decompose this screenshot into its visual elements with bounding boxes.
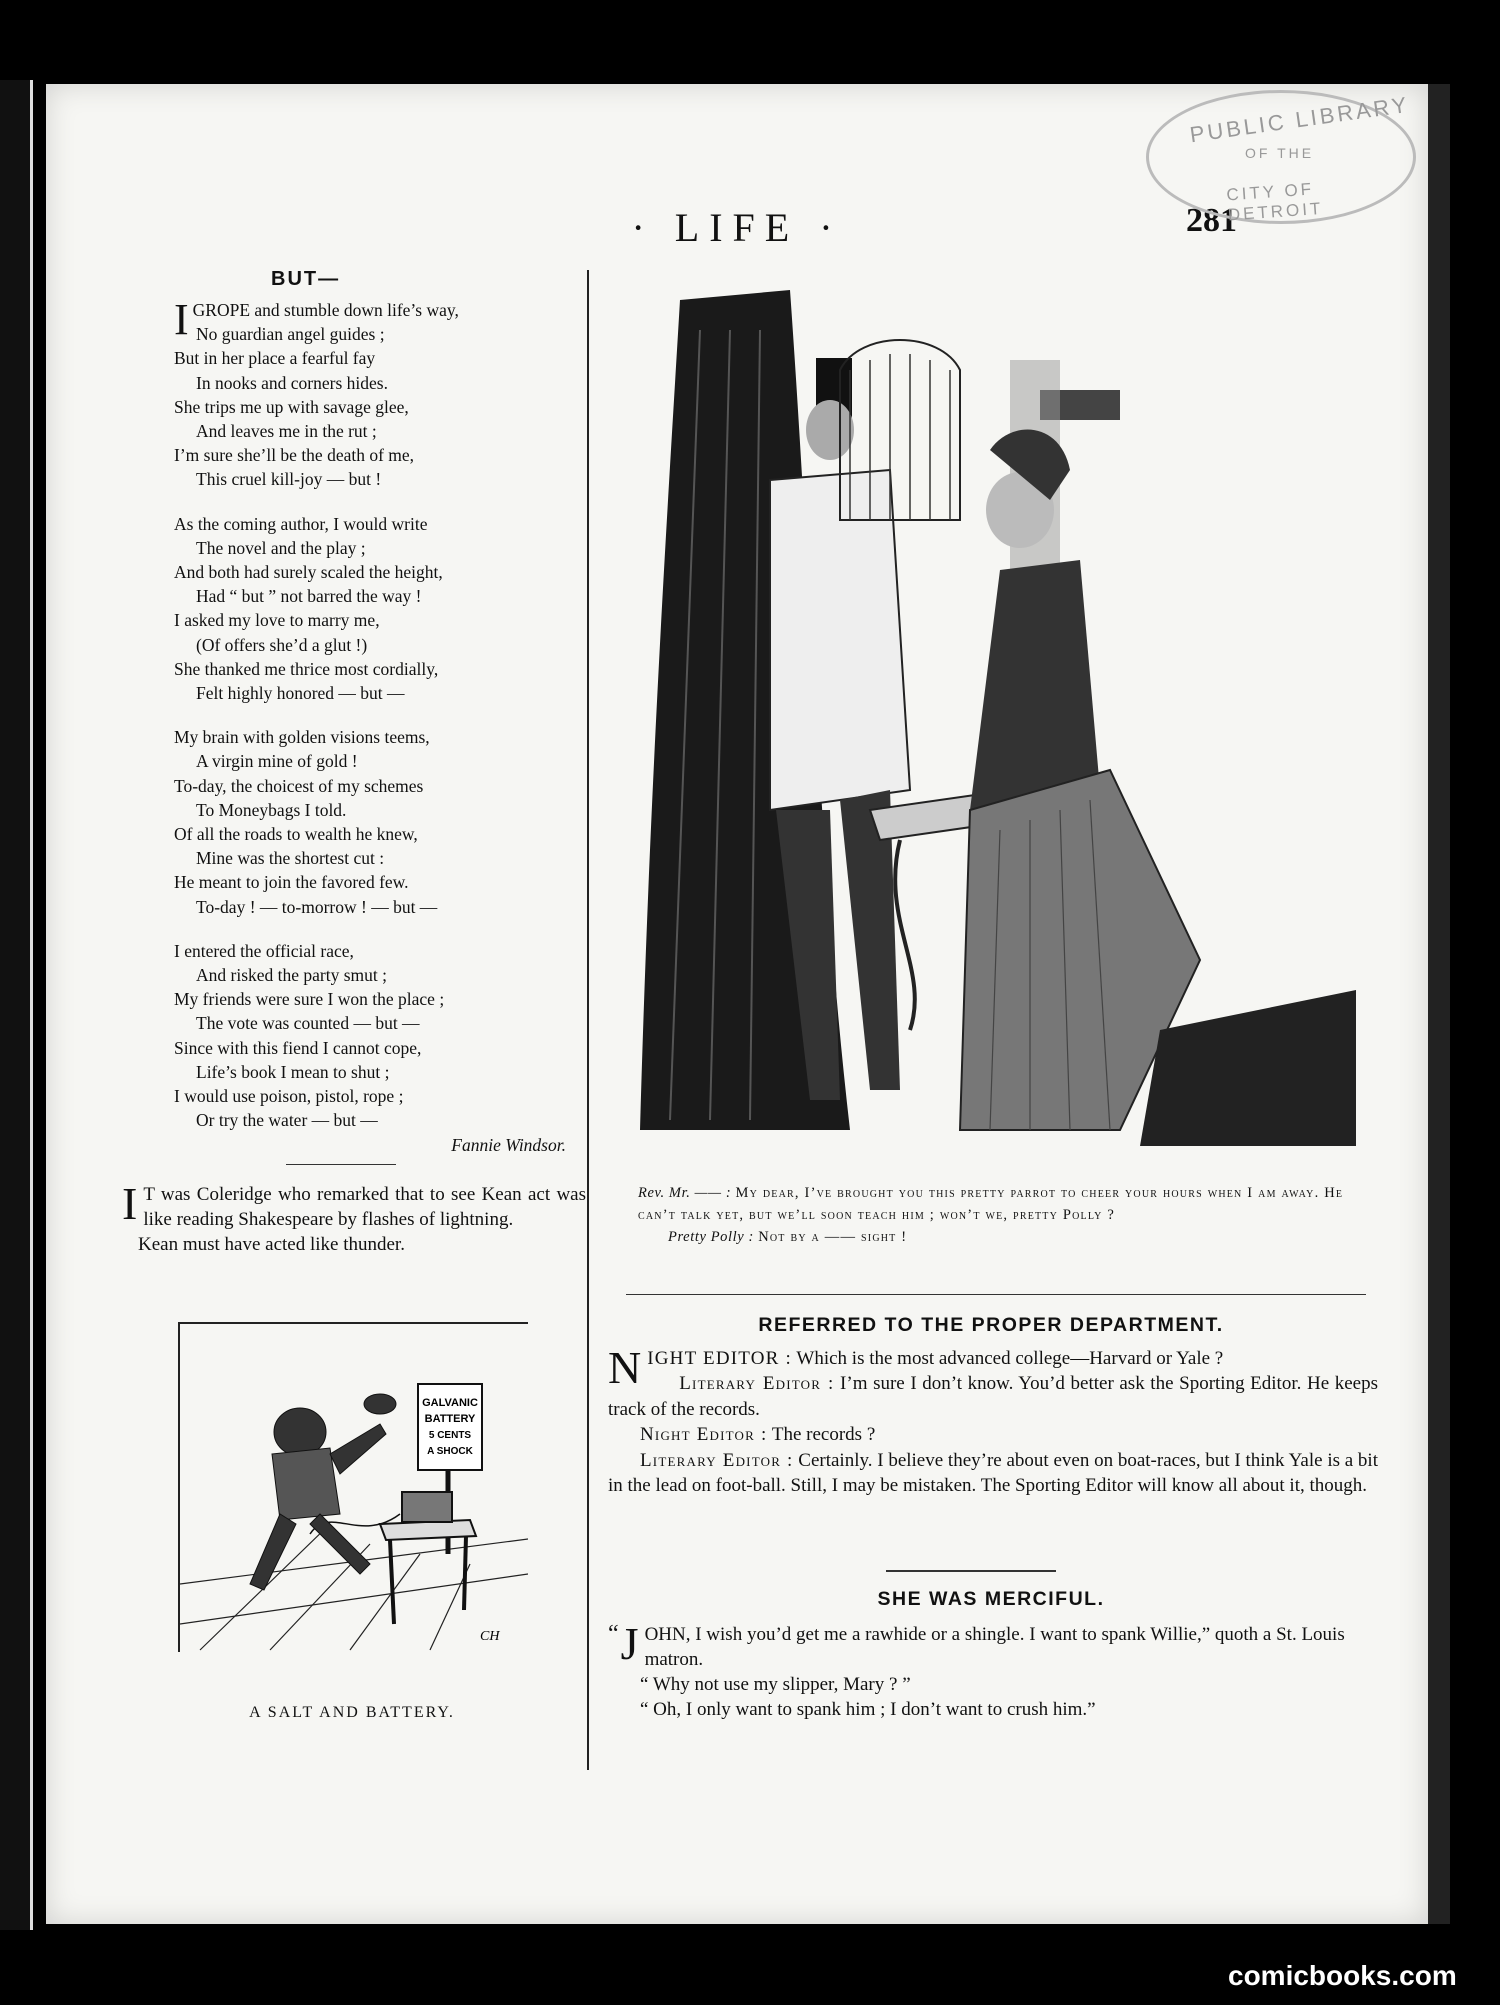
salt-battery-cartoon: [178, 1322, 528, 1652]
poem-line: This cruel kill-joy — but !: [196, 469, 382, 490]
poem-stanza-2: [174, 512, 574, 706]
stamp-line-2: OF THE: [1245, 145, 1315, 161]
column-divider: [587, 270, 589, 1770]
poem-line: As the coming author, I would write: [174, 513, 428, 534]
stamp-line-1: PUBLIC LIBRARY: [1188, 91, 1411, 148]
department-story: [608, 1342, 1378, 1498]
sign-line-2: BATTERY: [424, 1413, 476, 1425]
library-stamp: [1146, 90, 1416, 224]
poem-line: I’m sure she’ll be the death of me,: [174, 445, 415, 466]
department-dropcap: N: [608, 1342, 642, 1393]
poem-line: GROPE and stumble down life’s way,: [192, 300, 459, 320]
poem-line: He meant to join the favored few.: [174, 872, 409, 893]
poem-line: I would use poison, pistol, rope ;: [174, 1086, 404, 1107]
sign-line-1: GALVANIC: [422, 1397, 478, 1409]
poem-line: In nooks and corners hides.: [196, 372, 388, 393]
merciful-dropcap: J: [620, 1618, 639, 1669]
poem-line: (Of offers she’d a glut !): [196, 634, 368, 655]
parrot-scene-drawing: [640, 270, 1356, 1146]
quote-mark: “: [608, 1621, 619, 1647]
poem-line: Felt highly honored — but —: [196, 683, 405, 704]
sign-line-3: 5 CENTS: [428, 1430, 472, 1441]
stamp-line-3: CITY OF DETROIT: [1225, 179, 1324, 225]
coleridge-punchline: Kean must have acted like thunder.: [138, 1234, 405, 1255]
poem-line: Mine was the shortest cut :: [196, 848, 385, 869]
poem-stanza-4: [174, 939, 574, 1157]
salt-battery-drawing: [180, 1324, 528, 1652]
poem-line: She trips me up with savage glee,: [174, 396, 409, 417]
merciful-title: SHE WAS MERCIFUL.: [877, 1588, 1105, 1610]
poem-line: My brain with golden visions teems,: [174, 727, 430, 748]
book-binding-edge: [0, 80, 33, 1930]
poem-stanza-3: [174, 725, 574, 919]
caption-speaker-1: Rev. Mr. —— :: [638, 1185, 732, 1201]
poem-title: BUT—: [271, 268, 341, 290]
department-title: REFERRED TO THE PROPER DEPARTMENT.: [758, 1314, 1224, 1336]
page-number: 281: [1186, 202, 1237, 239]
coleridge-paragraph: [122, 1178, 586, 1257]
caption-text-1: My dear, I’ve brought you this pretty parrot to cheer your hours when I am away. He can’t talk yet, but we’ll soon teach him ; won’t we, pretty Polly ?: [638, 1185, 1344, 1223]
poem-line: Had “ but ” not barred the way !: [196, 586, 422, 607]
caption-text-2: Not by a —— sight !: [758, 1229, 908, 1245]
poem-line: Of all the roads to wealth he knew,: [174, 824, 418, 845]
department-line-2: I’m sure I don’t know. You’d better ask the Sporting Editor. He keeps track of the records.: [608, 1373, 1378, 1420]
speaker-night-editor: IGHT EDITOR :: [647, 1348, 792, 1369]
merciful-story: [608, 1618, 1378, 1722]
poem-line: Since with this fiend I cannot cope,: [174, 1037, 422, 1058]
cartoon-signature: CH: [480, 1629, 500, 1644]
section-divider: [626, 1294, 1366, 1295]
site-watermark: comicbooks.com: [1228, 1960, 1457, 1991]
speaker-night-editor: Night Editor :: [640, 1424, 768, 1446]
poem-dropcap: I: [174, 295, 189, 344]
poem: [174, 295, 574, 1157]
poem-line: But in her place a fearful fay: [174, 348, 376, 369]
department-line-4: Certainly. I believe they’re about even on boat-races, but I think Yale is a bit in the lead on foot-ball. Still, I may be mistaken. The Sporting Editor will know all about it, though.: [608, 1449, 1378, 1497]
merciful-line-1: OHN, I wish you’d get me a rawhide or a shingle. I want to spank Willie,” quoth a St. Louis matron.: [644, 1624, 1345, 1670]
poem-line: Life’s book I mean to shut ;: [196, 1061, 390, 1082]
speaker-literary-editor: Literary Editor :: [679, 1373, 835, 1395]
merciful-line-2: “ Why not use my slipper, Mary ? ”: [640, 1674, 911, 1695]
illustration-caption: [638, 1182, 1358, 1248]
poem-line: The novel and the play ;: [196, 537, 366, 558]
poem-line: My friends were sure I won the place ;: [174, 989, 445, 1010]
parrot-illustration: [640, 270, 1356, 1146]
poem-line: And both had surely scaled the height,: [174, 562, 443, 583]
poem-line: And leaves me in the rut ;: [196, 421, 377, 442]
poem-line: To-day ! — to-morrow ! — but —: [196, 896, 438, 917]
magazine-page: [46, 84, 1428, 1924]
department-line-3: The records ?: [771, 1424, 876, 1446]
merciful-line-3: “ Oh, I only want to spank him ; I don’t want to crush him.”: [640, 1699, 1096, 1720]
poem-line: A virgin mine of gold !: [196, 751, 358, 772]
page-right-edge: [1428, 84, 1450, 1924]
sign-line-4: A SHOCK: [427, 1446, 473, 1457]
department-line-1: Which is the most advanced college—Harvard or Yale ?: [796, 1348, 1224, 1369]
section-divider: [286, 1164, 396, 1165]
poem-line: To Moneybags I told.: [196, 799, 347, 820]
poem-line: The vote was counted — but —: [196, 1013, 420, 1034]
page-title: · LIFE ·: [631, 205, 843, 250]
poem-line: To-day, the choicest of my schemes: [174, 775, 424, 796]
coleridge-text: T was Coleridge who remarked that to see Kean act was like reading Shakespeare by flashes of lightning.: [143, 1184, 586, 1230]
poem-line: She thanked me thrice most cordially,: [174, 658, 439, 679]
poem-line: I asked my love to marry me,: [174, 610, 380, 631]
poem-stanza-1: [174, 295, 574, 492]
poem-line: Or try the water — but —: [196, 1110, 378, 1131]
salt-battery-caption: A SALT AND BATTERY.: [249, 1704, 455, 1721]
coleridge-dropcap: I: [122, 1178, 138, 1229]
poem-line: And risked the party smut ;: [196, 965, 388, 986]
poem-author: Fannie Windsor.: [451, 1134, 566, 1155]
poem-line: No guardian angel guides ;: [196, 324, 385, 345]
poem-line: I entered the official race,: [174, 940, 354, 961]
section-divider: [886, 1570, 1056, 1572]
caption-speaker-2: Pretty Polly :: [668, 1229, 754, 1245]
speaker-literary-editor: Literary Editor :: [640, 1449, 794, 1471]
